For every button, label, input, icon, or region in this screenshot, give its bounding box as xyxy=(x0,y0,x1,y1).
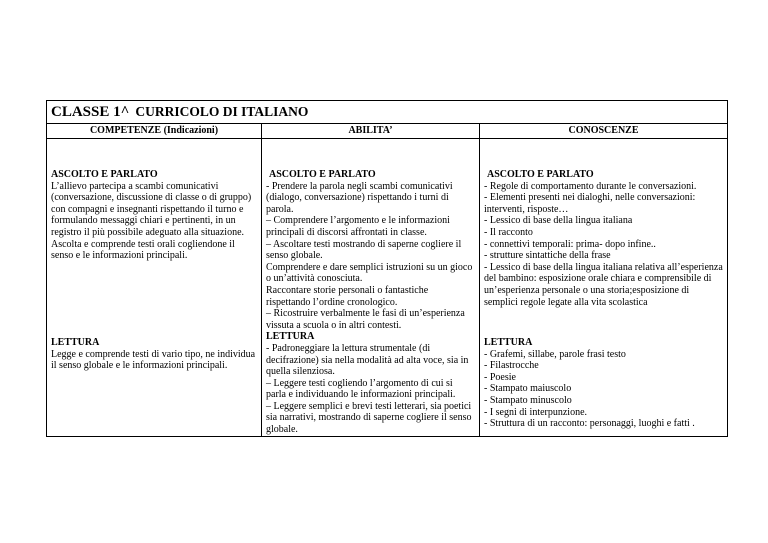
conoscenze-lettura-line: - Filastrocche xyxy=(484,360,539,372)
abilita-lettura-line: - Padroneggiare la lettura strumentale (di decifrazione) sia nella modalità ad alta voce, sia in quella silenziosa. xyxy=(266,342,469,378)
header-row xyxy=(47,124,728,139)
class-title: CLASSE 1^ xyxy=(51,104,130,120)
competenze-ascolto-text: L’allievo partecipa a scambi comunicativi (conversazione, discussione di classe o di gruppo) con compagni e insegnanti rispettando il turno e formulando messaggi chiari e pertinenti, in un registro il più possibile adeguato alla situazione. Ascolta e comprende testi orali cogliendone il senso e le informazioni principali. xyxy=(51,180,252,262)
header-competenze: COMPETENZE (Indicazioni) xyxy=(47,124,262,139)
abilita-ascolto-line: Raccontare storie personali o fantastiche rispettando l’ordine cronologico. xyxy=(266,284,429,308)
competenze-lettura-title: LETTURA xyxy=(51,337,100,348)
abilita-lettura-section xyxy=(266,331,475,435)
abilita-lettura-title: LETTURA xyxy=(266,331,315,343)
competenze-lettura-section xyxy=(51,337,257,372)
title-row xyxy=(47,101,728,124)
competenze-column xyxy=(47,139,262,437)
conoscenze-lettura-line: - Grafemi, sillabe, parole frasi testo xyxy=(484,348,626,360)
conoscenze-ascolto-section xyxy=(484,139,723,337)
abilita-ascolto-line: - Prendere la parola negli scambi comunicativi (dialogo, conversazione) rispettando i turni di parola. xyxy=(266,180,453,215)
abilita-ascolto-line: – Ricostruire verbalmente le fasi di un’esperienza vissuta a scuola o in altri contesti. xyxy=(266,308,465,331)
header-abilita: ABILITA’ xyxy=(262,124,480,139)
abilita-ascolto-title: ASCOLTO E PARLATO xyxy=(269,169,376,180)
competenze-ascolto-title: ASCOLTO E PARLATO xyxy=(51,169,158,180)
competenze-lettura-text: Legge e comprende testi di vario tipo, ne individua il senso globale e le informazioni principali. xyxy=(51,348,256,372)
conoscenze-lettura-line: - Struttura di un racconto: personaggi, luoghi e fatti . xyxy=(484,418,695,430)
conoscenze-lettura-line: - Poesie xyxy=(484,371,516,383)
conoscenze-lettura-line: - I segni di interpunzione. xyxy=(484,406,588,418)
content-row xyxy=(47,139,728,437)
abilita-column xyxy=(262,139,480,437)
conoscenze-ascolto-line: - Elementi presenti nei dialoghi, nelle conversazioni: interventi, risposte… xyxy=(484,192,696,215)
conoscenze-ascolto-line: - strutture sintattiche della frase xyxy=(484,250,611,262)
conoscenze-ascolto-line: - connettivi temporali: prima- dopo infine.. xyxy=(484,238,656,250)
curriculum-table xyxy=(46,100,728,437)
conoscenze-ascolto-line: - Lessico di base della lingua italiana xyxy=(484,215,633,227)
title-cell xyxy=(47,101,728,124)
abilita-ascolto-line: – Ascoltare testi mostrando di saperne cogliere il senso globale. xyxy=(266,238,462,262)
conoscenze-ascolto-line: - Lessico di base della lingua italiana relativa all’esperienza del bambino: esposizione orale chiara e comprensibile di un’esperienza personale o una storia;esposizione di semplici regole legate alla vita scolastica xyxy=(484,261,723,308)
abilita-ascolto-line: – Comprendere l’argomento e le informazioni principali di discorsi affrontati in classe. xyxy=(266,215,450,238)
conoscenze-ascolto-line: - Regole di comportamento durante le conversazioni. xyxy=(484,180,697,192)
abilita-lettura-line: – Leggere testi cogliendo l’argomento di cui si parla e individuando le informazioni principali. xyxy=(266,377,456,401)
conoscenze-column xyxy=(480,139,728,437)
conoscenze-lettura-line: - Stampato minuscolo xyxy=(484,394,572,406)
abilita-ascolto-section xyxy=(266,139,475,331)
conoscenze-lettura-line: - Stampato maiuscolo xyxy=(484,383,572,395)
header-conoscenze: CONOSCENZE xyxy=(480,124,728,139)
conoscenze-ascolto-title: ASCOLTO E PARLATO xyxy=(487,169,594,180)
competenze-ascolto-section xyxy=(51,139,257,337)
curriculum-title: CURRICOLO DI ITALIANO xyxy=(135,104,309,119)
conoscenze-lettura-title: LETTURA xyxy=(484,337,533,348)
abilita-lettura-line: – Leggere semplici e brevi testi letterari, sia poetici sia narrativi, mostrando di saperne cogliere il senso globale. xyxy=(266,400,472,436)
conoscenze-ascolto-line: - Il racconto xyxy=(484,226,533,238)
curriculum-document xyxy=(46,100,727,437)
conoscenze-lettura-section xyxy=(484,337,723,430)
abilita-ascolto-line: Comprendere e dare semplici istruzioni su un gioco o un’attività conosciuta. xyxy=(266,261,473,285)
